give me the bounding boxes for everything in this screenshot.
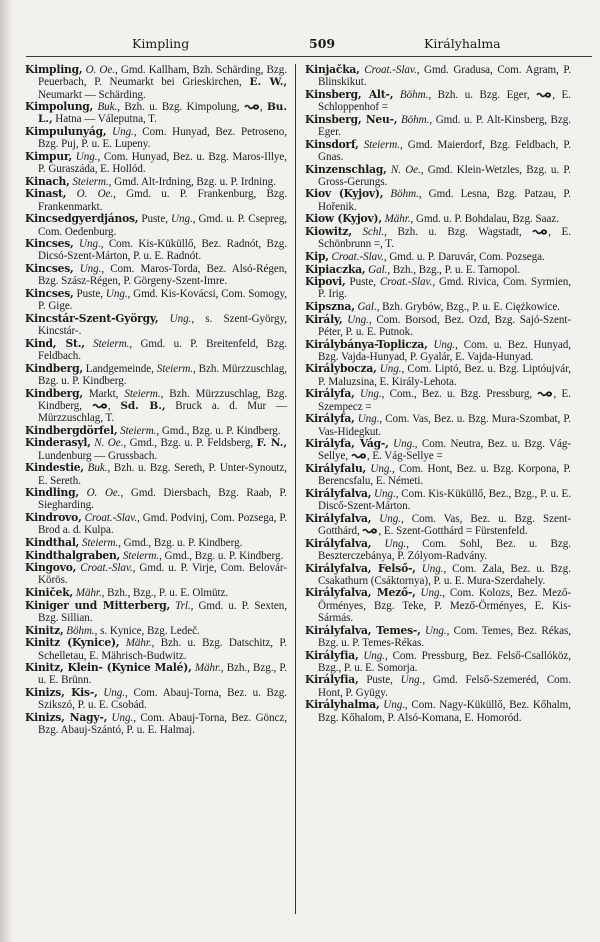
entry-headword: Kiowitz, xyxy=(305,224,352,238)
entry-text: , Gmd. u. P. Virje, Com. Belovár-Körös. xyxy=(38,562,287,587)
entry-headword: Királyfa, Vág-, xyxy=(305,437,389,451)
entry-region: Trl. xyxy=(175,599,191,612)
entry-region: Ung. xyxy=(363,649,386,662)
entry-headword: Kindberg, xyxy=(25,361,83,375)
gazetteer-entry xyxy=(25,550,287,562)
entry-region: Mähr. xyxy=(384,213,411,226)
entry-headword: Kinsdorf, xyxy=(305,137,359,151)
entry-region: Gal. xyxy=(368,263,388,276)
gazetteer-entry xyxy=(25,188,287,213)
entry-headword: Kinitz (Kynice), xyxy=(25,636,120,650)
entry-headword: Kindthal, xyxy=(25,535,80,549)
entry-headword: Kincsedgyerdjános, xyxy=(25,212,139,226)
entry-region: Ung. xyxy=(171,213,193,226)
entry-text: , Bzh. u. Bzg. Kimpolung, xyxy=(117,101,244,114)
column-divider xyxy=(295,64,296,914)
entry-region: Croat.-Slav. xyxy=(379,276,433,289)
gazetteer-entry xyxy=(25,363,287,388)
entry-text: , Bzh. u. Bzg. Eger, xyxy=(428,88,537,101)
entry-text: , s. Kynice, Bzg. Ledeč. xyxy=(94,624,200,637)
gazetteer-entry xyxy=(25,562,287,587)
entry-region: Croat.-Slav. xyxy=(364,64,417,76)
entry-headword: Királyfia, xyxy=(305,673,359,687)
entry-region: Böhm. xyxy=(400,113,430,126)
entry-text: Puste, xyxy=(345,276,380,289)
entry-region: Ung. xyxy=(379,363,402,376)
gazetteer-entry xyxy=(25,151,287,176)
gazetteer-entry xyxy=(25,101,287,126)
entry-headword: Királyfalu, xyxy=(305,462,367,476)
entry-headword: Kinast, xyxy=(25,187,67,201)
entry-text: , Gmd. u. P. Daruvár, Com. Pozsega. xyxy=(383,250,545,263)
entry-region: Croat.-Slav. xyxy=(84,512,138,525)
header-rule xyxy=(26,56,592,57)
gazetteer-entry xyxy=(25,425,287,437)
entry-text: , Gmd. u. P. Sexten, Bzg. Sillian. xyxy=(38,599,287,624)
entry-text: , Com. Sohl, Bez. u. Bzg. Beszterczebánya, P. Zólyom-Radvány. xyxy=(318,537,571,562)
entry-region: O. Oe. xyxy=(76,188,114,201)
entry-headword: Királyfa, xyxy=(305,387,355,401)
entry-text: Puste, xyxy=(138,213,171,226)
entry-text: , Com. Abauj-Torna, Bez. Göncz, Bzg. Abauj-Szántó, P. u. E. Halmaj. xyxy=(38,711,287,737)
gazetteer-entry xyxy=(25,587,287,599)
entry-railway: Bu. L., xyxy=(38,101,287,126)
entry-headword: Kindbergdörfel, xyxy=(25,423,118,437)
entry-headword: Kiow (Kyjov), xyxy=(305,212,382,226)
entry-text: , Gmd. Lesna, Bzg. Patzau, P. Hořenik. xyxy=(318,188,571,213)
entry-region: Croat.-Slav. xyxy=(331,250,384,263)
right-column xyxy=(305,64,571,724)
post-horn-icon xyxy=(537,388,553,400)
entry-headword: Királybánya-Toplicza, xyxy=(305,337,428,351)
entry-text: , Gmd. Diersbach, Bzg. Raab, P. Siegharding. xyxy=(38,487,287,512)
entry-text xyxy=(158,313,169,325)
entry-region: Ung. xyxy=(79,238,101,251)
left-column xyxy=(25,64,287,737)
entry-text: , Gmd. Kallham, Bzh. Schärding, Bzg. Peuerbach, P. Neumarkt bei Grieskirchen, xyxy=(38,64,287,89)
post-horn-icon xyxy=(92,400,108,412)
header-first-entry: Kimpling xyxy=(132,36,190,51)
entry-text: , Bzh., Bzg., P. u. E. Olmütz. xyxy=(101,587,229,600)
entry-headword: Kimpur, xyxy=(25,149,73,163)
entry-region: Böhm. xyxy=(399,88,429,101)
gazetteer-entry xyxy=(25,176,287,188)
entry-text: Puste, xyxy=(358,674,401,687)
entry-headword: Kiov (Kyjov), xyxy=(305,187,384,201)
entry-text: , Com. Pressburg, Bez. Felső-Csallóköz, Bzg., P. u. E. Somorja. xyxy=(318,649,571,674)
gazetteer-entry xyxy=(25,487,287,512)
entry-headword: Királyhalma, xyxy=(305,698,380,712)
entry-text: , Bzh., Bzg., P. u. E. Brünn. xyxy=(38,662,287,687)
entry-headword: Kinzenschlag, xyxy=(305,162,387,176)
entry-headword: Királyfia, xyxy=(305,648,359,662)
entry-text: , Gmd. u. P. Bohdalau, Bzg. Saaz. xyxy=(410,213,559,226)
entry-text: , Bzh. Mürzzuschlag, Bzg. Kindberg, xyxy=(38,387,287,412)
entry-headword: Király, xyxy=(305,312,343,326)
entry-text: , E. Szent-Gotthárd = Fürstenfeld. xyxy=(378,525,528,538)
entry-region: Ung. xyxy=(400,674,423,687)
post-horn-icon xyxy=(351,450,367,462)
entry-text: , Com. Liptó, Bez. u. Bzg. Liptóujvár, P. Maluzsina, E. Király-Lehota. xyxy=(318,363,571,388)
running-header xyxy=(24,36,594,54)
entry-text: , Com. Borsod, Bez. Ozd, Bzg. Sajó-Szent-Péter, P. u. E. Putnok. xyxy=(318,313,572,338)
entry-text: , Com. Kolozs, Bez. Mező-Örményes, Bzg. Teke, P. Mező-Örményes, E. Kis-Sármás. xyxy=(318,587,571,624)
entry-headword: Kingovo, xyxy=(25,561,77,575)
gazetteer-entry xyxy=(305,251,571,263)
gazetteer-entry xyxy=(305,114,571,139)
gazetteer-entry xyxy=(305,314,571,339)
entry-headword: Kincses, xyxy=(25,287,74,301)
gazetteer-entry xyxy=(305,563,571,588)
gazetteer-entry xyxy=(25,512,287,537)
entry-region: Ung. xyxy=(424,624,447,637)
gazetteer-entry xyxy=(25,263,287,288)
entry-region: Steierm. xyxy=(122,549,160,562)
entry-text: , Gmd. u. P. Breitenfeld, Bzg. Feldbach. xyxy=(38,337,287,363)
entry-headword: Kipiaczka, xyxy=(305,262,366,276)
entry-headword: Kimpulunyág, xyxy=(25,125,107,139)
entry-region: Ung. xyxy=(103,687,126,700)
entry-text: , Gmd. Podvinj, Com. Pozsega, P. Brod a. d. Kulpa. xyxy=(38,512,287,537)
gazetteer-entry xyxy=(305,674,571,699)
entry-text: , Gmd. Rivica, Com. Syrmien, P. Irig. xyxy=(318,276,571,301)
entry-region: Croat.-Slav. xyxy=(80,562,133,575)
gazetteer-entry xyxy=(25,662,287,687)
entry-text: , Gmd., Bzg. u. P. Kindberg. xyxy=(159,549,284,562)
entry-headword: Kind, St., xyxy=(25,336,85,350)
entry-region: Steierm. xyxy=(93,337,130,350)
entry-headword: Kincses, xyxy=(25,262,74,276)
post-horn-icon xyxy=(536,89,552,101)
entry-text xyxy=(79,487,87,499)
entry-text: , Gmd., Bzg. u. P. Kindberg. xyxy=(118,536,243,549)
entry-text xyxy=(352,226,363,238)
entry-text xyxy=(66,188,76,200)
gazetteer-entry xyxy=(305,513,571,538)
entry-region: Steierm. xyxy=(120,424,157,437)
gazetteer-entry xyxy=(305,188,571,213)
entry-headword: Kinsberg, Neu-, xyxy=(305,112,398,126)
entry-railway: E. W., xyxy=(249,76,288,89)
entry-text: Lundenburg — Grussbach. xyxy=(38,449,158,462)
gazetteer-entry xyxy=(305,463,571,488)
entry-region: O. Oe. xyxy=(85,64,115,76)
gazetteer-entry xyxy=(305,488,571,513)
entry-region: Ung. xyxy=(75,150,98,163)
gazetteer-entry xyxy=(305,388,571,413)
gazetteer-entry xyxy=(25,313,287,338)
entry-headword: Királyfalva, Temes-, xyxy=(305,623,421,637)
entry-region: Ung. xyxy=(383,699,405,712)
entry-region: N. Oe. xyxy=(390,163,421,176)
gazetteer-entry xyxy=(25,213,287,238)
gazetteer-entry xyxy=(305,438,571,463)
entry-region: Ung. xyxy=(169,312,192,325)
entry-region: Ung. xyxy=(79,263,102,276)
entry-text xyxy=(85,338,93,350)
entry-text: , Gmd. Felső-Szemeréd, Com. Hont, P. Gyügy. xyxy=(318,674,571,699)
gazetteer-entry xyxy=(25,462,287,487)
entry-headword: Kinitz, Klein- (Kynice Malé), xyxy=(25,661,192,675)
entry-text: , Com. Temes, Bez. Rékas, Bzg. u. P. Temes-Rékas. xyxy=(318,624,571,649)
entry-region: Ung. xyxy=(374,487,396,500)
entry-text: Bruck a. d. Mur — Mürzzuschlag, T. xyxy=(38,399,287,425)
entry-region: Ung. xyxy=(421,562,444,575)
entry-text: , Com. Maros-Torda, Bez. Alsó-Régen, Bzg. Szász-Régen, P. Görgeny-Szent-Imre. xyxy=(38,263,287,288)
entry-headword: Királyfalva, Mező-, xyxy=(305,586,416,600)
entry-region: Ung. xyxy=(357,413,380,426)
entry-headword: Kip, xyxy=(305,249,329,263)
gazetteer-entry xyxy=(305,413,571,438)
gazetteer-entry xyxy=(305,301,571,313)
entry-region: Steierm. xyxy=(124,387,161,400)
entry-text: , E. Szempecz = xyxy=(318,388,571,413)
entry-text: , Gmd., Bzg. u. P. Kindberg. xyxy=(156,424,281,437)
entry-headword: Kinizs, Kis-, xyxy=(25,686,98,700)
entry-text: Landgemeinde, xyxy=(82,362,157,375)
gazetteer-entry xyxy=(25,687,287,712)
entry-region: Steierm. xyxy=(363,138,400,151)
entry-region: Gal. xyxy=(357,301,377,314)
entry-headword: Királyfa, xyxy=(305,412,355,426)
gazetteer-entry xyxy=(305,650,571,675)
entry-text: , Gmd. u. P. Frankenburg, Bzg. Frankenmarkt. xyxy=(38,188,287,213)
entry-text: , Com. Kis-Küküllő, Bez., Bzg., P. u. E. Discő-Szent-Márton. xyxy=(318,487,571,513)
entry-headword: Kindthalgraben, xyxy=(25,548,121,562)
gazetteer-entry xyxy=(305,264,571,276)
entry-text: , Com. Hont, Bez. u. Bzg. Korpona, P. Berencsfalu, E. Németi. xyxy=(318,463,571,488)
entry-region: Schl. xyxy=(362,225,385,238)
entry-region: Mähr. xyxy=(75,587,102,600)
gazetteer-entry xyxy=(305,363,571,388)
gazetteer-entry xyxy=(305,538,571,563)
entry-headword: Királyfalva, xyxy=(305,486,372,500)
gazetteer-entry xyxy=(305,139,571,164)
gazetteer-entry xyxy=(25,288,287,313)
gazetteer-entry xyxy=(25,126,287,151)
entry-text: , Com. Vas, Bez. u. Bzg. Szent-Gotthárd, xyxy=(318,512,571,538)
entry-text: , E. Schönbrunn =, T. xyxy=(318,225,571,251)
entry-text: , Com. Vas, Bez. u. Bzg. Mura-Szombat, P. Vas-Hidegkut. xyxy=(318,413,571,438)
entry-text: , E. Vág-Sellye = xyxy=(366,450,443,463)
entry-railway: F. N., xyxy=(256,437,287,450)
entry-text: Puste, xyxy=(73,288,106,301)
entry-headword: Kindrovo, xyxy=(25,511,82,525)
gazetteer-entry xyxy=(305,164,571,189)
gazetteer-entry xyxy=(25,600,287,625)
gazetteer-entry xyxy=(305,587,571,624)
entry-text: , s. Szent-György, Kincstár-. xyxy=(38,312,287,338)
entry-text: , Bzh. Mürzzuschlag, Bzg. u. P. Kindberg. xyxy=(38,362,287,387)
entry-headword: Kincstár-Szent-György, xyxy=(25,311,159,325)
entry-headword: Kinjačka, xyxy=(305,63,360,76)
entry-text: , Bzh. u. Bzg. Sereth, P. Unter-Synoutz, E. Sereth. xyxy=(38,462,287,487)
entry-region: Böhm. xyxy=(390,188,419,201)
entry-text: , Gmd., Bzg. u. P. Feldsberg, xyxy=(123,437,257,450)
entry-headword: Királyfalva, xyxy=(305,511,372,525)
entry-region: Ung. xyxy=(112,126,134,139)
gazetteer-entry xyxy=(305,213,571,225)
gazetteer-entry xyxy=(25,437,287,462)
gazetteer-entry xyxy=(305,64,571,89)
entry-text: , xyxy=(107,399,121,412)
entry-headword: Kindling, xyxy=(25,486,79,500)
gazetteer-entry xyxy=(305,226,571,251)
entry-text: , xyxy=(259,101,267,114)
entry-headword: Kimpling, xyxy=(25,63,83,76)
entry-text: , Bzh., Bzg., P. u. E. Tarnopol. xyxy=(387,263,521,276)
entry-text: , Com., Bez. u. Bzg. Pressburg, xyxy=(381,388,538,401)
entry-text: , Gmd. Maierdorf, Bzg. Feldbach, P. Gnas. xyxy=(318,138,571,163)
entry-region: Ung. xyxy=(433,338,456,351)
entry-region: Buk. xyxy=(97,101,118,114)
entry-text: , Com. u. Bez. Hunyad, Bzg. Vajda-Hunyad, P. Gyalár, E. Vajda-Hunyad. xyxy=(318,338,571,363)
gazetteer-entry xyxy=(25,625,287,637)
entry-railway: Sd. B., xyxy=(120,399,166,412)
entry-headword: Kipovi, xyxy=(305,275,346,289)
entry-region: Ung. xyxy=(105,288,128,301)
entry-headword: Királyfalva, Felső-, xyxy=(305,561,416,575)
entry-text: , Com. Hunyad, Bez. u. Bzg. Maros-Illye, P. Guraszáda, E. Hollód. xyxy=(38,150,287,176)
entry-region: Ung. xyxy=(359,388,382,401)
entry-region: Steierm. xyxy=(81,536,119,549)
entry-region: Ung. xyxy=(420,587,443,600)
gazetteer-entry xyxy=(25,338,287,363)
entry-region: Ung. xyxy=(111,711,134,724)
entry-text: , Com. Abauj-Torna, Bez. u. Bzg. Szikszó, P. u. E. Csobád. xyxy=(38,687,287,712)
entry-region: Mähr. xyxy=(194,662,221,675)
entry-headword: Kindberg, xyxy=(25,386,83,400)
entry-text: , Gmd. u. P. Csepreg, Com. Oedenburg. xyxy=(38,213,287,238)
entry-headword: Királybocza, xyxy=(305,362,377,376)
entry-region: Steierm. xyxy=(156,362,194,375)
entry-text: , Com. Hunyad, Bez. Petroseno, Bzg. Puj, P. u. E. Lupeny. xyxy=(38,126,287,151)
entry-text: , Gmd. Gradusa, Com. Agram, P. Blinskikut. xyxy=(318,64,571,89)
entry-headword: Kinizs, Nagy-, xyxy=(25,710,108,724)
entry-text xyxy=(393,89,400,101)
entry-region: Ung. xyxy=(393,438,415,451)
gazetteer-entry xyxy=(305,699,571,724)
gazetteer-entry xyxy=(305,276,571,301)
post-horn-icon xyxy=(362,525,378,537)
entry-text: Markt, xyxy=(82,387,125,400)
post-horn-icon xyxy=(532,226,548,238)
entry-text: , Com. Zala, Bez. u. Bzg. Csakathurn (Csáktornya), P. u. E. Mura-Szerdahely. xyxy=(318,562,571,587)
gazetteer-entry xyxy=(25,637,287,662)
entry-region: Ung. xyxy=(379,512,401,525)
gazetteer-entry xyxy=(305,89,571,114)
entry-headword: Királyfalva, xyxy=(305,536,372,550)
entry-text: , Bzh. u. Bzg. Datschitz, P. Schelletau, E. Mährisch-Budwitz. xyxy=(38,637,287,662)
post-horn-icon xyxy=(244,101,260,113)
entry-headword: Kinsberg, Alt-, xyxy=(305,87,394,101)
entry-region: Ung. xyxy=(370,463,393,476)
entry-headword: Kipszna, xyxy=(305,300,355,314)
entry-text: , Com. Neutra, Bez. u. Bzg. Vág-Sellye, xyxy=(318,438,571,463)
entry-region: Mähr. xyxy=(125,637,152,650)
entry-headword: Kiniček, xyxy=(25,586,74,600)
entry-headword: Kinach, xyxy=(25,174,70,188)
entry-text: , Gmd. u. P. Alt-Kinsberg, Bzg. Eger. xyxy=(318,113,571,139)
page-number: 509 xyxy=(309,36,336,51)
entry-region: O. Oe. xyxy=(86,487,121,500)
gazetteer-entry xyxy=(305,339,571,364)
entry-region: Ung. xyxy=(347,313,369,326)
entry-headword: Kiniger und Mitterberg, xyxy=(25,598,170,612)
gazetteer-entry xyxy=(25,388,287,425)
entry-region: Steierm. xyxy=(72,175,109,188)
entry-region: Böhm. xyxy=(66,624,95,637)
entry-text: , Bzh. u. Bzg. Wagstadt, xyxy=(384,225,533,238)
entry-text xyxy=(371,538,384,550)
header-last-entry: Királyhalma xyxy=(424,36,501,51)
entry-headword: Kincses, xyxy=(25,237,74,251)
entry-headword: Kinderasyl, xyxy=(25,436,91,450)
entry-text: , Gmd. Klein-Wetzles, Bzg. u. P. Gross-Gerungs. xyxy=(318,163,571,188)
gazetteer-entry xyxy=(25,64,287,101)
entry-text: , Com. Kis-Küküllő, Bez. Radnót, Bzg. Dicsó-Szent-Márton, P. u. E. Radnót. xyxy=(38,238,287,263)
entry-text: , E. Schloppenhof = xyxy=(318,88,571,114)
entry-text: Hatna — Váleputna, T. xyxy=(52,113,157,126)
gazetteer-entry xyxy=(25,712,287,737)
entry-text: , Com. Nagy-Küküllő, Bez. Kőhalm, Bzg. Kőhalom, P. Alsó-Komana, E. Homoród. xyxy=(318,699,571,724)
entry-headword: Kinitz, xyxy=(25,623,64,637)
entry-text: , Gmd. Alt-Irdning, Bzg. u. P. Irdning. xyxy=(108,175,276,188)
entry-text: , Bzh. Grybów, Bzg., P. u. E. Ciężkowice. xyxy=(376,301,561,314)
entry-region: Ung. xyxy=(384,537,407,550)
gazetteer-entry xyxy=(305,625,571,650)
entry-text: , Gmd. Kis-Kovácsi, Com. Somogy, P. Gige. xyxy=(38,288,287,313)
entry-region: Buk. xyxy=(87,462,108,475)
entry-headword: Kindestie, xyxy=(25,461,84,475)
page-edge-shadow xyxy=(0,0,14,942)
entry-text: Neumarkt — Schärding. xyxy=(38,88,146,101)
entry-headword: Kimpolung, xyxy=(25,100,94,114)
gazetteer-entry xyxy=(25,238,287,263)
gazetteer-entry xyxy=(25,537,287,549)
entry-region: N. Oe. xyxy=(94,437,124,450)
